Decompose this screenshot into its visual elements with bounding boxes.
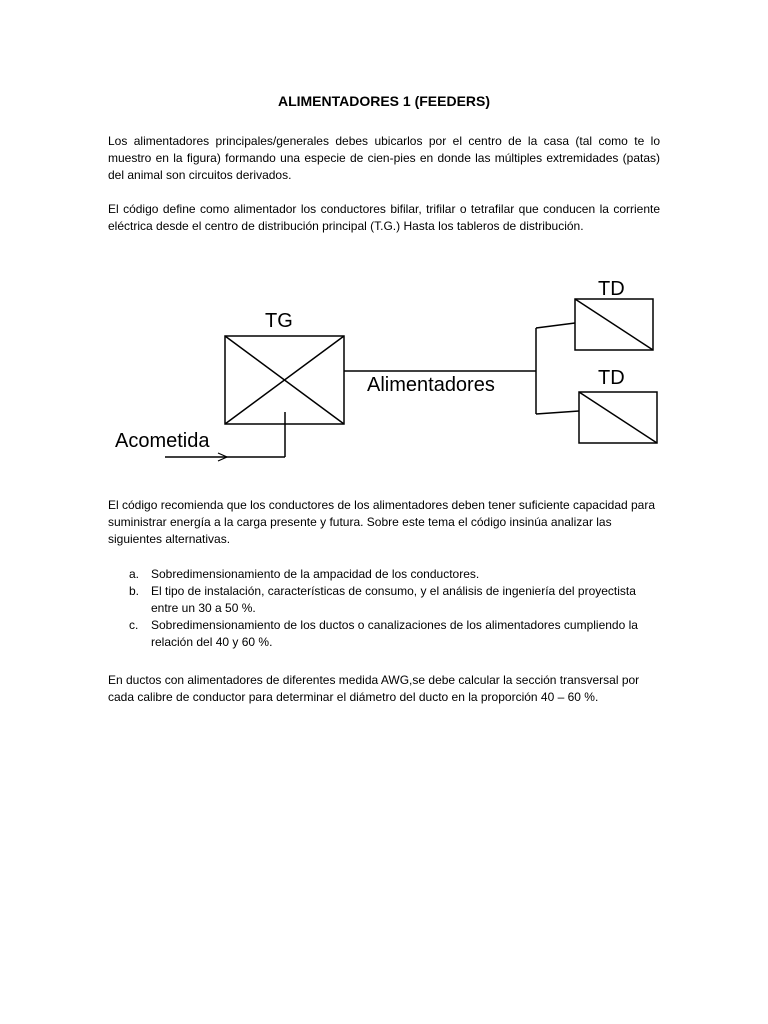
list-item-text: Sobredimensionamiento de los ductos o canalizaciones de los alimentadores cumpliendo la relación del 40 y 60 %. xyxy=(151,618,638,649)
list-marker: a. xyxy=(129,567,140,581)
td-bottom-label: TD xyxy=(598,367,625,389)
tg-panel-box xyxy=(225,336,344,424)
awg-paragraph: En ductos con alimentadores de diferentes medida AWG,se debe calcular la sección transversal por cada calibre de conductor para determinar el diámetro del ducto en la proporción 40 – 60 %. xyxy=(108,673,640,704)
list-item-text: Sobredimensionamiento de la ampacidad de los conductores. xyxy=(151,567,480,581)
definition-paragraph: El código define como alimentador los conductores bifilar, trifilar o tetrafilar que conducen la corriente eléctrica desde el centro de distribución principal (T.G.) Hasta los tableros de distribución. xyxy=(108,202,660,233)
intro-paragraph: Los alimentadores principales/generales debes ubicarlos por el centro de la casa (tal como te lo muestro en la figura) formando una especie de cien-pies en donde las múltiples extremidades (patas) del animal son circuitos derivados. xyxy=(108,134,660,182)
recommendation-paragraph: El código recomienda que los conductores de los alimentadores deben tener suficiente capacidad para suministrar energía a la carga presente y futura. Sobre este tema el código insinúa analizar las siguientes alternativas. xyxy=(108,498,656,546)
list-item xyxy=(108,583,660,617)
list-marker: b. xyxy=(129,584,140,598)
page-title: ALIMENTADORES 1 (FEEDERS) xyxy=(277,93,491,109)
alternatives-list xyxy=(108,566,660,651)
td-top-label: TD xyxy=(598,278,625,300)
feeder-label: Alimentadores xyxy=(367,374,495,396)
tg-label: TG xyxy=(265,310,293,332)
service-label: Acometida xyxy=(115,430,210,452)
list-item xyxy=(108,617,660,651)
feeder-lines xyxy=(344,323,579,414)
list-marker: c. xyxy=(129,618,139,632)
td-panel-bottom-box xyxy=(579,392,657,443)
feeder-diagram xyxy=(100,270,680,470)
list-item xyxy=(108,566,660,583)
td-panel-top-box xyxy=(575,299,653,350)
list-item-text: El tipo de instalación, características de consumo, y el análisis de ingeniería del proyectista entre un 30 a 50 %. xyxy=(151,584,636,615)
